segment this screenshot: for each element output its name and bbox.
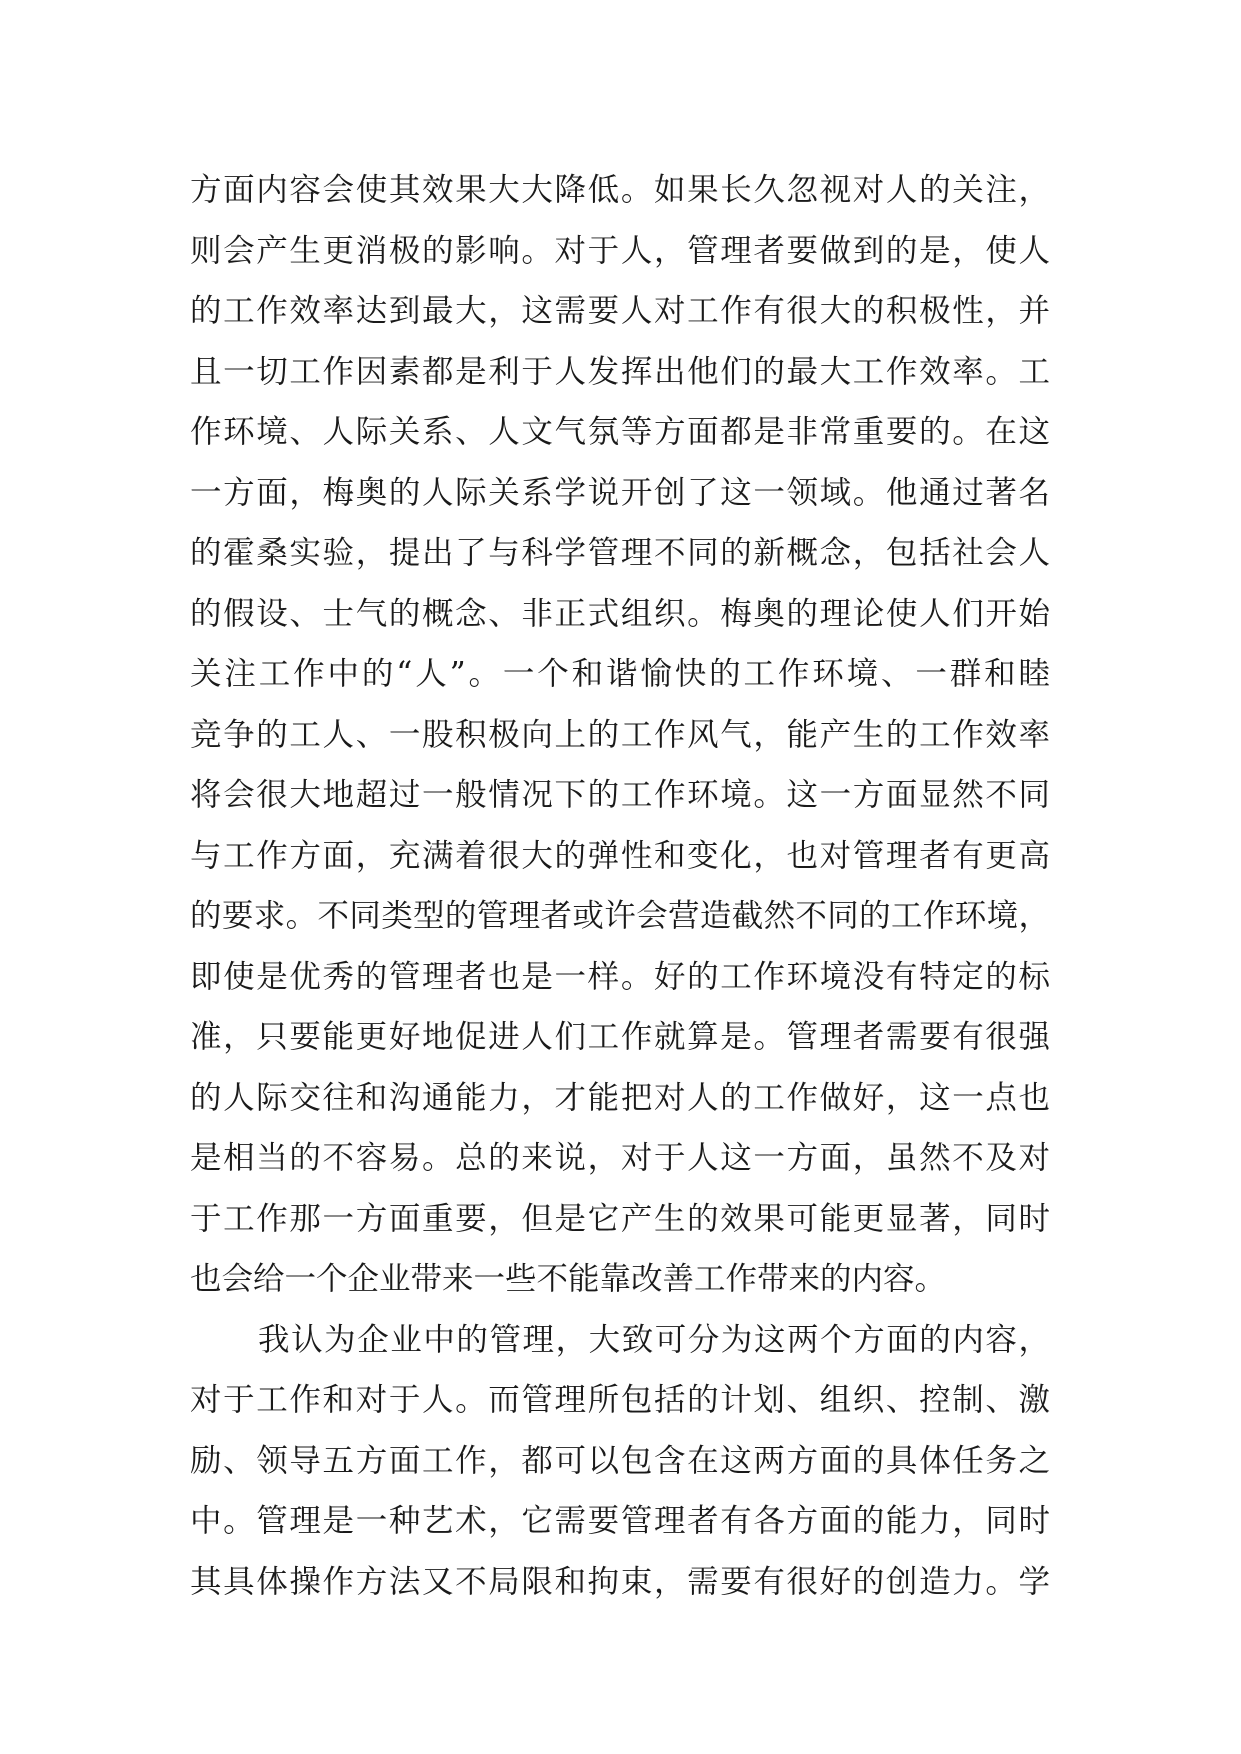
text-line: 中。管理是一种艺术，它需要管理者有各方面的能力，同时 (190, 1503, 1050, 1539)
text-line: 于工作那一方面重要，但是它产生的效果可能更显著，同时 (190, 1200, 1050, 1237)
text-line: 也会给一个企业带来一些不能靠改善工作带来的内容。 (190, 1261, 947, 1297)
paragraph-first-line: 我认为企业中的管理，大致可分为这两个方面的内容， (258, 1321, 1050, 1358)
body-text (190, 160, 1050, 1612)
text-line: 准，只要能更好地促进人们工作就算是。管理者需要有很强 (190, 1019, 1050, 1055)
text-line: 是相当的不容易。总的来说，对于人这一方面，虽然不及对 (190, 1140, 1050, 1176)
text-line: 则会产生更消极的影响。对于人，管理者要做到的是，使人 (190, 232, 1050, 269)
text-line: 的要求。不同类型的管理者或许会营造截然不同的工作环境， (190, 898, 1050, 934)
text-line: 的霍桑实验，提出了与科学管理不同的新概念，包括社会人 (190, 535, 1050, 571)
text-line: 与工作方面，充满着很大的弹性和变化，也对管理者有更高 (190, 837, 1050, 874)
text-line: 且一切工作因素都是利于人发挥出他们的最大工作效率。工 (190, 353, 1050, 390)
text-line: 的假设、士气的概念、非正式组织。梅奥的理论使人们开始 (190, 595, 1050, 632)
text-line: 方面内容会使其效果大大降低。如果长久忽视对人的关注， (190, 172, 1050, 208)
text-line: 即使是优秀的管理者也是一样。好的工作环境没有特定的标 (190, 958, 1050, 995)
text-line: 将会很大地超过一般情况下的工作环境。这一方面显然不同 (190, 777, 1050, 813)
text-line: 励、领导五方面工作，都可以包含在这两方面的具体任务之 (190, 1442, 1050, 1479)
text-line: 的人际交往和沟通能力，才能把对人的工作做好，这一点也 (190, 1079, 1050, 1116)
text-line: 关注工作中的“人”。一个和谐愉快的工作环境、一群和睦 (190, 656, 1050, 692)
text-line: 其具体操作方法又不局限和拘束，需要有很好的创造力。学 (190, 1563, 1050, 1600)
text-line: 一方面，梅奥的人际关系学说开创了这一领域。他通过著名 (190, 474, 1050, 511)
text-line: 的工作效率达到最大，这需要人对工作有很大的积极性，并 (190, 293, 1050, 329)
text-line: 竞争的工人、一股积极向上的工作风气，能产生的工作效率 (190, 716, 1050, 753)
text-line: 作环境、人际关系、人文气氛等方面都是非常重要的。在这 (190, 414, 1050, 450)
text-line: 对于工作和对于人。而管理所包括的计划、组织、控制、激 (190, 1382, 1050, 1418)
